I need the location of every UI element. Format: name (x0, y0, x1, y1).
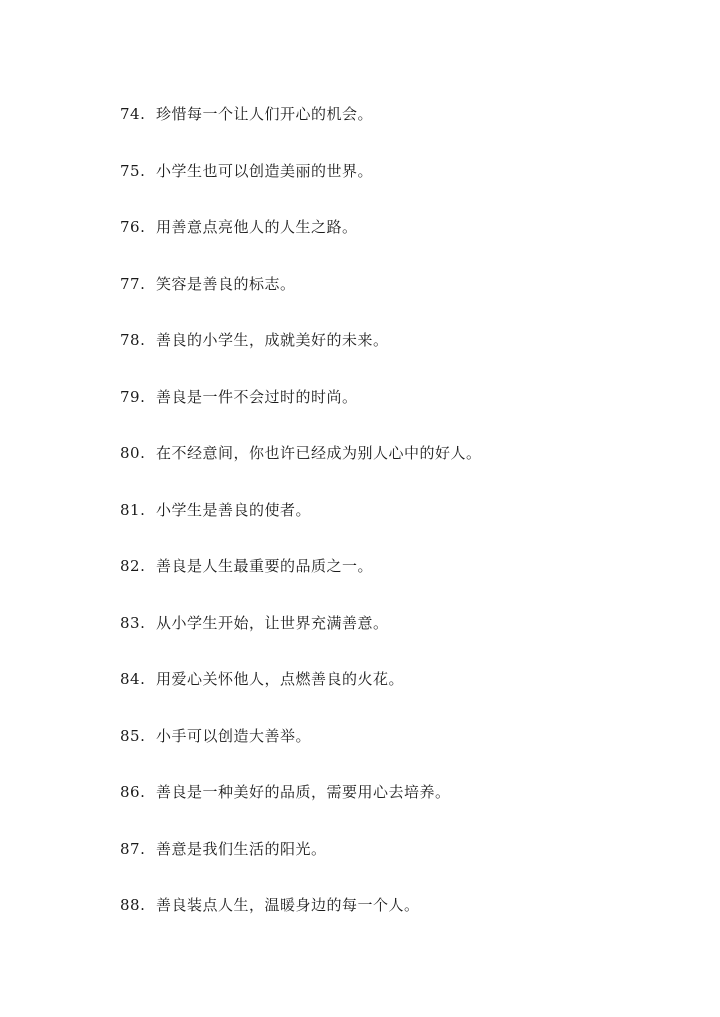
list-item (120, 256, 482, 313)
item-number: 78. (120, 331, 146, 350)
item-text: 珍惜每一个让人们开心的机会。 (156, 105, 374, 124)
item-number: 77. (120, 274, 146, 293)
item-text: 善良装点人生，温暖身边的每一个人。 (156, 896, 420, 915)
list-item (120, 821, 482, 878)
item-text: 善良是一种美好的品质，需要用心去培养。 (156, 783, 451, 802)
list-item (120, 425, 482, 482)
item-text: 小手可以创造大善举。 (156, 726, 312, 745)
item-number: 75. (120, 161, 146, 180)
item-text: 善良是一件不会过时的时尚。 (156, 387, 358, 406)
item-number: 87. (120, 839, 146, 858)
item-text: 笑容是善良的标志。 (156, 274, 296, 293)
item-number: 76. (120, 218, 146, 237)
item-text: 小学生也可以创造美丽的世界。 (156, 161, 374, 180)
item-number: 74. (120, 105, 146, 124)
list-item (120, 595, 482, 652)
list-item (120, 199, 482, 256)
list-item (120, 312, 482, 369)
list-item (120, 143, 482, 200)
item-number: 81. (120, 500, 146, 519)
list-item (120, 369, 482, 426)
item-number: 83. (120, 613, 146, 632)
item-text: 在不经意间，你也许已经成为别人心中的好人。 (156, 444, 482, 463)
list-item (120, 86, 482, 143)
list-item (120, 764, 482, 821)
list-item (120, 538, 482, 595)
item-number: 86. (120, 783, 146, 802)
item-text: 善意是我们生活的阳光。 (156, 839, 327, 858)
list-item (120, 877, 482, 934)
item-text: 小学生是善良的使者。 (156, 500, 312, 519)
item-text: 用善意点亮他人的人生之路。 (156, 218, 358, 237)
item-number: 82. (120, 557, 146, 576)
item-number: 88. (120, 896, 146, 915)
item-number: 79. (120, 387, 146, 406)
item-text: 用爱心关怀他人，点燃善良的火花。 (156, 670, 405, 689)
list-item (120, 482, 482, 539)
list-item (120, 708, 482, 765)
item-text: 从小学生开始，让世界充满善意。 (156, 613, 389, 632)
item-number: 85. (120, 726, 146, 745)
item-number: 84. (120, 670, 146, 689)
item-number: 80. (120, 444, 146, 463)
quote-list (120, 86, 482, 934)
item-text: 善良的小学生，成就美好的未来。 (156, 331, 389, 350)
list-item (120, 651, 482, 708)
item-text: 善良是人生最重要的品质之一。 (156, 557, 374, 576)
